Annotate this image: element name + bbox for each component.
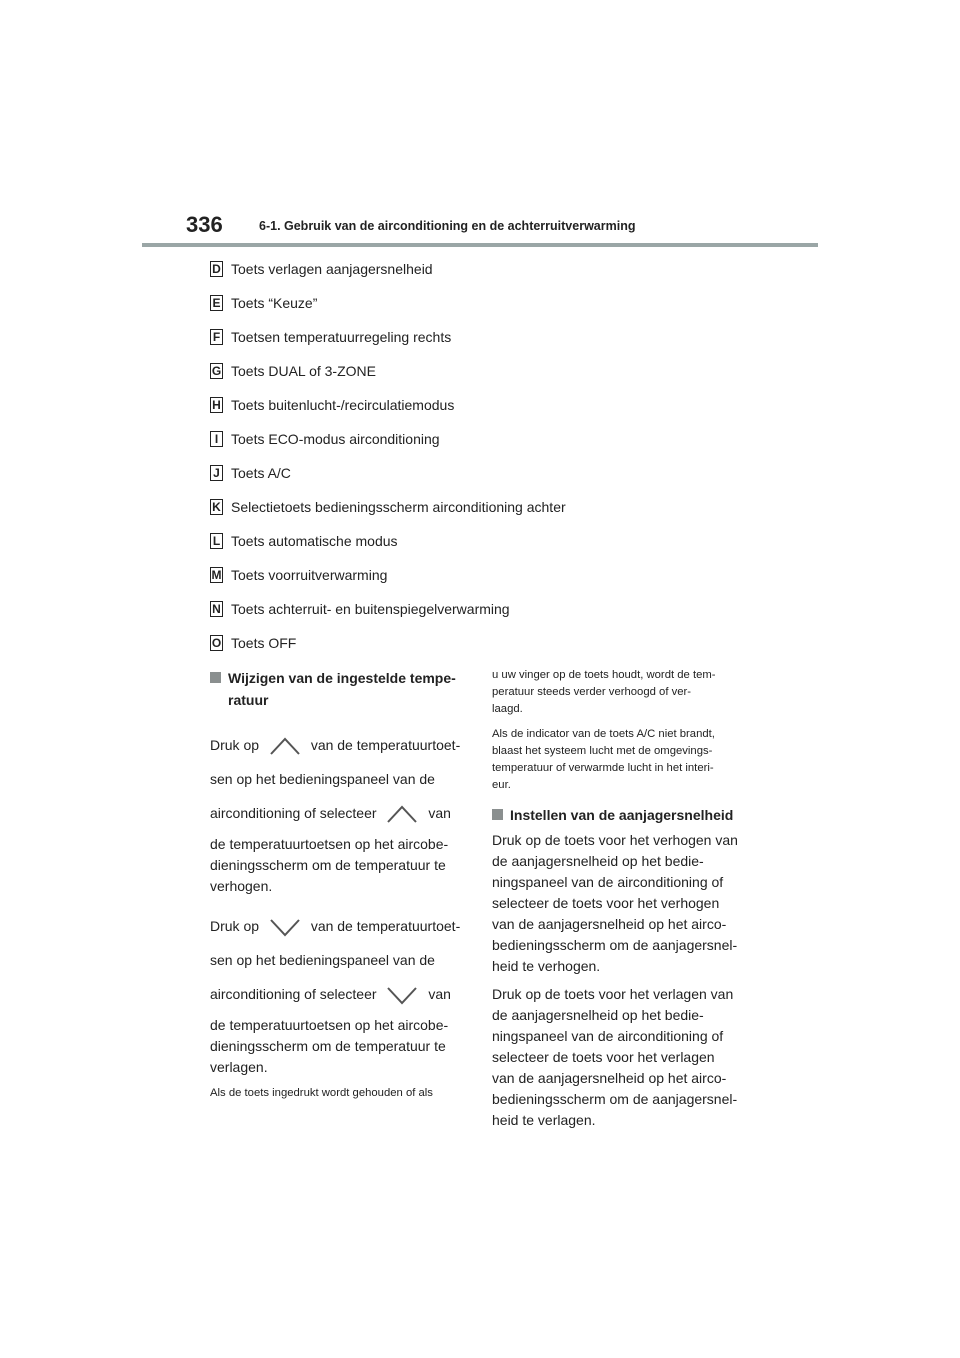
legend-item [210,633,566,667]
text-run: Druk op [210,737,260,753]
chevron-up-icon [386,804,418,824]
text-line: bedieningsscherm om de aanjagersnel- [492,937,738,953]
text-line: peratuur steeds verder verhoogd of ver- [492,686,692,698]
text-line [210,728,472,762]
legend-text: Toets OFF [231,635,297,651]
legend-letter: N [210,601,223,617]
legend-letter: F [210,329,223,345]
legend-item [210,361,566,395]
text-line: dieningsscherm om de temperatuur te [210,1038,446,1054]
text-line: de temperatuurtoetsen op het aircobe- [210,836,449,852]
text-line: ningspaneel van de airconditioning of [492,1028,724,1044]
legend-letter: L [210,533,223,549]
legend-text: Toets “Keuze” [231,295,318,311]
text-line: eur. [492,779,511,791]
text-line: van de aanjagersnelheid op het airco- [492,916,727,932]
page-number: 336 [186,212,223,237]
legend-item [210,259,566,293]
header-rule [142,243,818,247]
text-line: laagd. [492,703,523,715]
legend-letter: O [211,636,222,650]
section-heading-temperature [210,667,472,711]
chevron-up-icon [269,736,301,756]
legend-item [210,293,566,327]
text-line: van de aanjagersnelheid op het airco- [492,1070,727,1086]
legend-text: Toets ECO-modus airconditioning [231,431,440,447]
text-line: verhogen. [210,878,273,894]
legend-text: Toets DUAL of 3-ZONE [231,363,376,379]
legend-item [210,531,566,565]
text-line: ningspaneel van de airconditioning of [492,874,724,890]
legend-item [210,497,566,531]
heading-line: Instellen van de aanjagersnelheid [510,807,734,823]
text-line: verlagen. [210,1059,268,1075]
legend-text: Toets buitenlucht-/recirculatiemodus [231,397,455,413]
paragraph [210,834,472,897]
note-text: Als de toets ingedrukt wordt gehouden of als [210,1087,433,1099]
legend-letter: D [210,261,223,277]
text-line: de aanjagersnelheid op het bedie- [492,853,704,869]
legend-text: Selectietoets bedieningsscherm airconditioning achter [231,499,566,515]
text-run: airconditioning of selecteer [210,805,377,821]
legend-letter: E [210,295,223,311]
legend-list [210,259,566,667]
text-line [210,796,472,830]
chapter-title: 6-1. Gebruik van de airconditioning en de achterruitverwarming [259,219,636,233]
legend-letter: K [210,499,223,515]
text-run: airconditioning of selecteer [210,986,377,1002]
legend-letter: I [210,431,223,447]
heading-line: ratuur [228,692,269,708]
paragraph [492,830,754,977]
paragraph [210,1015,472,1078]
text-line: blaast het systeem lucht met de omgevings- [492,745,713,757]
note-continuation [492,667,754,718]
text-line: selecteer de toets voor het verlagen [492,1049,715,1065]
legend-text: Toets A/C [231,465,291,481]
paragraph [492,984,754,1131]
legend-item [210,429,566,463]
text-run: Druk op [210,918,260,934]
heading-line: Wijzigen van de ingestelde tempe- [228,670,456,686]
legend-letter: H [210,397,223,413]
legend-letter: G [211,364,222,378]
chevron-down-icon [269,917,301,937]
text-line: dieningsscherm om de temperatuur te [210,857,446,873]
note-text [492,726,754,794]
section-heading-fan-speed [492,804,754,826]
text-line: sen op het bedieningspaneel van de [210,952,435,968]
text-line: u uw vinger op de toets houdt, wordt de tem- [492,669,716,681]
legend-text: Toets voorruitverwarming [231,567,388,583]
legend-item [210,565,566,599]
text-line [210,977,472,1011]
legend-text: Toets verlagen aanjagersnelheid [231,261,433,277]
legend-text: Toetsen temperatuurregeling rechts [231,329,452,345]
right-column [492,667,754,1131]
left-column [210,667,472,1102]
text-line: de aanjagersnelheid op het bedie- [492,1007,704,1023]
legend-letter: J [210,465,223,481]
text-line: bedieningsscherm om de aanjagersnel- [492,1091,738,1107]
text-run: van de temperatuurtoet- [310,737,461,753]
text-line: de temperatuurtoetsen op het aircobe- [210,1017,449,1033]
text-line: selecteer de toets voor het verhogen [492,895,720,911]
text-run: van de temperatuurtoet- [310,918,461,934]
text-line: Druk op de toets voor het verlagen van [492,986,734,1002]
text-line: heid te verhogen. [492,958,601,974]
text-run: van [428,805,451,821]
text-line [210,909,472,943]
legend-item [210,327,566,361]
legend-text: Toets achterruit- en buitenspiegelverwarming [231,601,510,617]
text-line: heid te verlagen. [492,1112,596,1128]
text-run: van [428,986,451,1002]
text-line: temperatuur of verwarmde lucht in het interi- [492,762,714,774]
legend-item [210,463,566,497]
legend-item [210,395,566,429]
legend-text: Toets automatische modus [231,533,398,549]
legend-letter: M [211,568,222,582]
text-line: sen op het bedieningspaneel van de [210,771,435,787]
legend-item [210,599,566,633]
text-line: Druk op de toets voor het verhogen van [492,832,738,848]
chevron-down-icon [386,985,418,1005]
text-line: Als de indicator van de toets A/C niet brandt, [492,728,715,740]
square-bullet-icon [210,672,221,683]
square-bullet-icon [492,809,503,820]
